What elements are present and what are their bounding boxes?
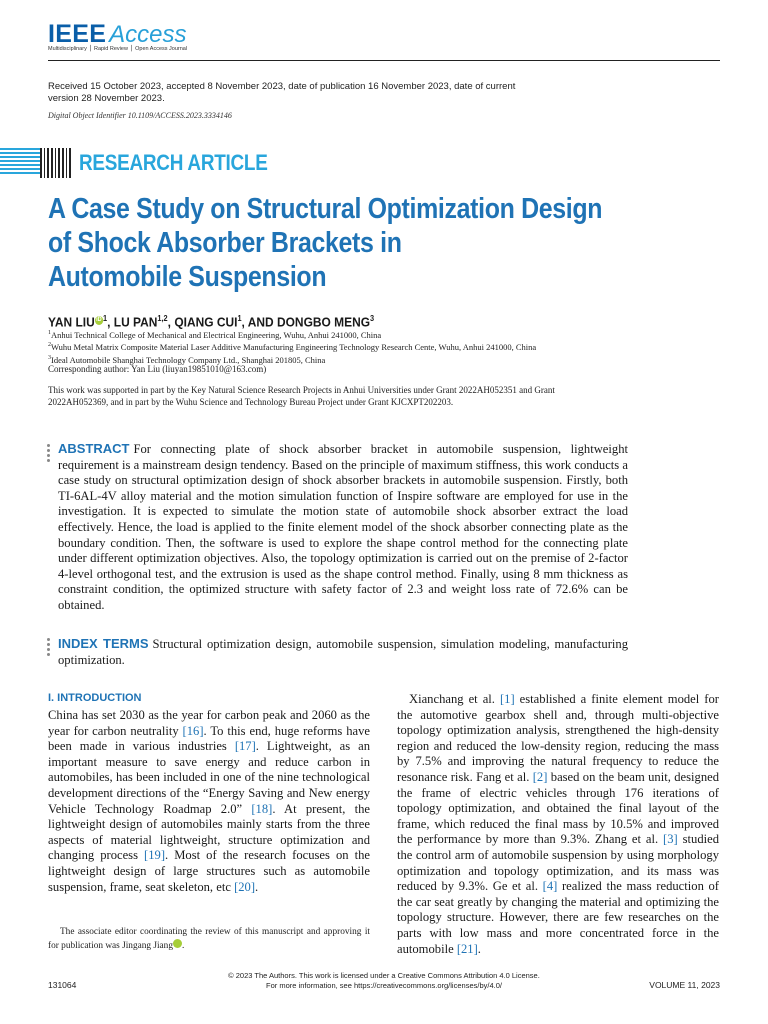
author-affil-sup: 1 <box>103 314 108 323</box>
citation-link[interactable]: [21] <box>456 941 478 956</box>
affiliation: $^1$Anhui Technical College of Mechanical and Electrical Engineering, Wuhu, Anhui 241000, China <box>48 329 382 340</box>
header-divider <box>48 60 720 61</box>
orcid-icon[interactable]: iD <box>96 317 102 323</box>
title-line: A Case Study on Structural Optimization Design <box>48 193 603 225</box>
citation-link[interactable]: [17] <box>234 739 256 754</box>
index-terms-label: INDEX TERMS <box>58 636 149 651</box>
index-terms-text: Structural optimization design, automobile suspension, simulation modeling, manufacturing optimization. <box>58 637 628 667</box>
received-dates: Received 15 October 2023, accepted 8 November 2023, date of publication 16 November 2023, date of current version 28 November 2023. <box>48 81 516 104</box>
banner-stripes-icon <box>0 148 40 178</box>
abstract-text: For connecting plate of shock absorber bracket in automobile suspension, lightweight requirement is a mainstream design tendency. Based on the principle of maximum stiffness, this work conducts a case study on structural optimization design of shock absorber brackets in automobile suspension. Firstly, both TI-6AL-4V alloy material and the motion simulation function of Inspire software are employed for use in the investigation. It is expected to simulate the motion state of automobile shock absorber extract the load effectively. Hence, the load is applied to the finite element model of the shock absorber connecting plate as the boundary condition. Then, the software is used to explore the shape control method for the connecting plate under different optimization objectives. Also, the topology optimization is carried out on the premise of 2-factor 4-level orthogonal test, and the extrusion is used as the shape control method. Finally, using 8 mm thickness as constraint condition, the optimized structure with safety factor of 2.3 and weight loss rate of 72.6% can be obtained. <box>58 442 628 612</box>
author-affil-sup: 3 <box>370 314 375 323</box>
abstract-dots-icon <box>47 444 51 464</box>
abstract <box>58 441 628 614</box>
citation-link[interactable]: [1] <box>499 692 515 706</box>
volume-label: VOLUME 11, 2023 <box>649 980 720 990</box>
citation-link[interactable]: [16] <box>182 723 204 738</box>
intro-left-column: China has set 2030 as the year for carbon peak and 2060 as the year for carbon neutrality [16]. To this end, huge reforms have been made in various industries [17]. Lightweight, as an important measure to save energy and reduce carbon in automobiles, has been included in one of the nine technological development directions of the “Energy Saving and New energy Vehicle Technology Roadmap 2.0” [18]. At present, the lightweight design of automobiles mainly starts from the three aspects of material lightweight, structure optimization and changing process [19]. Most of the research focuses on the lightweight design of large structures such as automobile suspension, frame, seat skeleton, etc [20]. <box>48 708 371 894</box>
author-name: QIANG CUI <box>174 314 238 330</box>
funding-statement: This work was supported in part by the Key Natural Science Research Projects in Anhui Universities under Grant 2022AH052351 and Grant 2022AH052369, and in part by the Wuhu Science and Technology Bureau Project under Grant KJCXPT202203. <box>48 385 555 407</box>
license-notice: © 2023 The Authors. This work is licensed under a Creative Commons Attribution 4.0 License. For more information, see https://creativecommons.org/licenses/by/4.0/ <box>184 971 584 990</box>
author-affil-sup: 1 <box>237 314 242 323</box>
page-number: 131064 <box>48 980 77 990</box>
article-type-label: RESEARCH ARTICLE <box>79 150 268 175</box>
citation-link[interactable]: [2] <box>532 769 548 784</box>
section-heading: I. INTRODUCTION <box>48 692 142 704</box>
index-terms <box>58 636 628 668</box>
logo-access-text: Access <box>109 21 187 48</box>
author-name: LU PAN <box>113 314 158 330</box>
author-name: YAN LIU <box>48 314 95 330</box>
logo-ieee-text: IEEE <box>48 20 107 48</box>
citation-link[interactable]: [3] <box>663 832 678 847</box>
citation-link[interactable]: [20] <box>234 879 256 894</box>
title-line: of Shock Absorber Brackets in <box>48 227 402 259</box>
affiliation: $^2$Wuhu Metal Matrix Composite Material Laser Additive Manufacturing Engineering Technology Research Cente, Wuhu, Anhui 241000, China <box>48 342 537 353</box>
abstract-label: ABSTRACT <box>58 441 130 456</box>
citation-link[interactable]: [4] <box>542 879 558 894</box>
paper-title <box>48 192 650 294</box>
editor-footnote: The associate editor coordinating the review of this manuscript and approving it for publication was Jingang Jiang iD. <box>48 927 370 952</box>
author-affil-sup: 1,2 <box>157 314 168 323</box>
journal-tagline: Multidisciplinary ⎪ Rapid Review ⎪ Open Access Journal <box>48 46 188 52</box>
affiliations <box>48 328 728 365</box>
doi-line: Digital Object Identifier 10.1109/ACCESS.2023.3334146 <box>48 111 232 120</box>
affiliation: $^3$Ideal Automobile Shanghai Technology Company Ltd., Shanghai 201805, China <box>48 354 326 365</box>
intro-right-column: Xianchang et al. [1] established a finite element model for the automotive gearbox shell and, through multi-objective topology optimization analysis, strengthened the high-density region and reduced the low-density region, reducing the mass by 7.5% and improving the natural frequency to reduce the resonance risk. Fang et al. [2] based on the beam unit, designed the frame of electric vehicles through 176 iterations of topology optimization, and obtained the final layout of the frame, which reduced the final mass by 10.5% and improved the performance by more than 9.3%. Zhang et al. [3] studied the control arm of automobile suspension by using morphology optimization and topology optimization, and its mass was reduced by 9.3%. Ge et al. [4] realized the mass reduction of the car seat greatly by changing the material and optimizing the topology structure. However, there are few researches on the parts with low mass and more concentrated force in the automobile [21]. <box>397 692 720 956</box>
ieee-access-logo[interactable] <box>48 20 187 49</box>
license-link[interactable]: For more information, see https://creativecommons.org/licenses/by/4.0/ <box>266 980 502 990</box>
orcid-icon[interactable]: iD <box>173 939 182 948</box>
citation-link[interactable]: [19] <box>144 848 166 863</box>
index-terms-dots-icon <box>47 638 51 658</box>
corresponding-author: Corresponding author: Yan Liu (liuyan19851010@163.com) <box>48 364 267 374</box>
author-list: YAN LIUiD$^1$, LU PAN$^{1,2}$, QIANG CUI$^1$, AND DONGBO MENG$^3$ <box>48 314 375 330</box>
citation-link[interactable]: [18] <box>251 801 273 816</box>
banner-barcode-icon <box>40 148 72 178</box>
author-name: AND DONGBO MENG <box>247 314 371 330</box>
title-line: Automobile Suspension <box>48 261 327 293</box>
